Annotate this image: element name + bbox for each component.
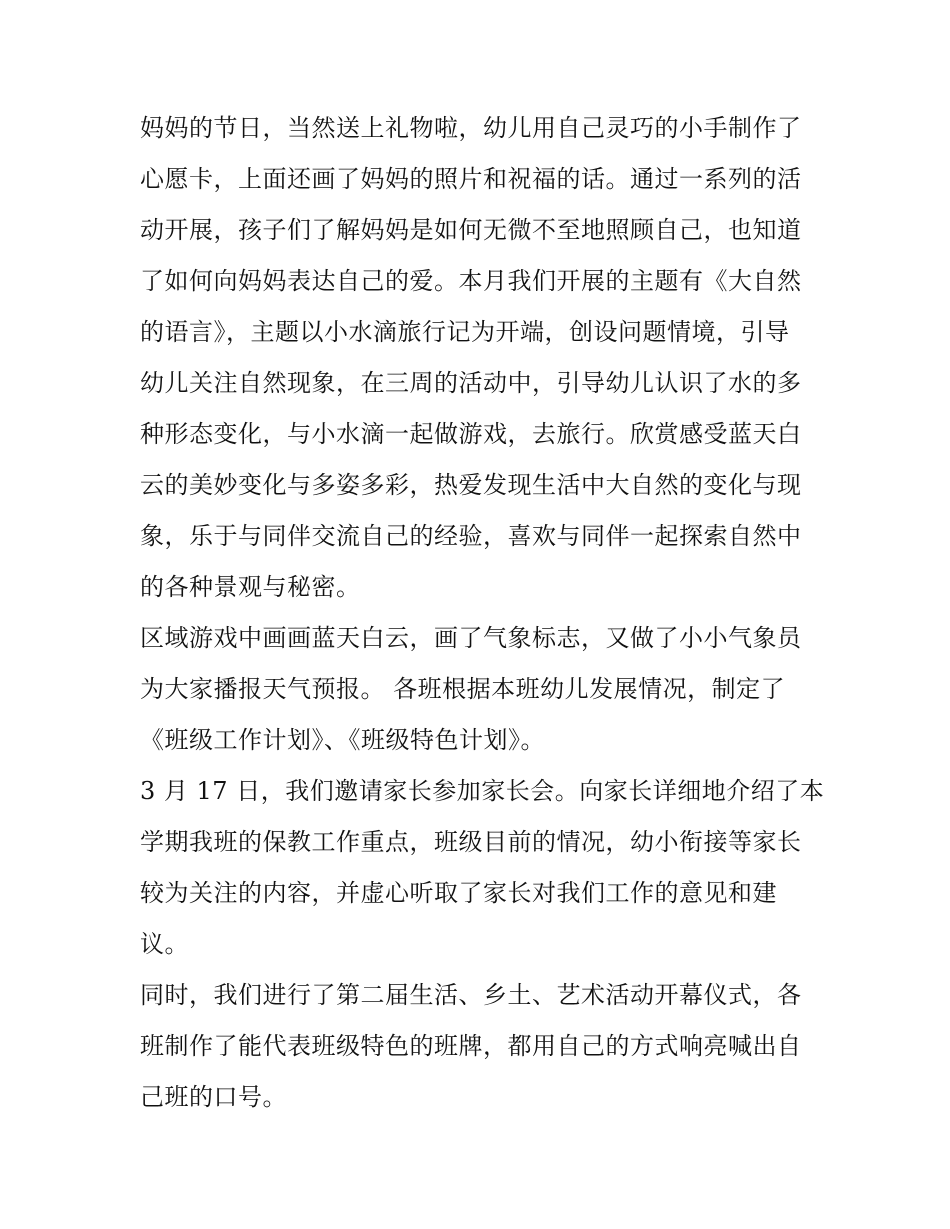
text-line: 班制作了能代表班级特色的班牌，都用自己的方式响亮喊出自 bbox=[140, 1032, 802, 1060]
text-line: 较为关注的内容，并虚心听取了家长对我们工作的意见和建 bbox=[140, 879, 777, 907]
text-line: 幼儿关注自然现象，在三周的活动中，引导幼儿认识了水的多 bbox=[140, 369, 802, 397]
text-line: 的语言》，主题以小水滴旅行记为开端，创设问题情境，引导 bbox=[140, 318, 790, 346]
text-line: 妈妈的节日，当然送上礼物啦，幼儿用自己灵巧的小手制作了 bbox=[140, 114, 802, 142]
text-line: 种形态变化，与小水滴一起做游戏，去旅行。欣赏感受蓝天白 bbox=[140, 420, 802, 448]
text-line: 同时，我们进行了第二届生活、乡土、艺术活动开幕仪式，各 bbox=[140, 981, 802, 1009]
text-line: 为大家播报天气预报。 各班根据本班幼儿发展情况，制定了 bbox=[140, 675, 786, 703]
text-line: 的各种景观与秘密。 bbox=[140, 573, 361, 601]
text-line: 学期我班的保教工作重点，班级目前的情况，幼小衔接等家长 bbox=[140, 828, 802, 856]
text-line: 己班的口号。 bbox=[140, 1083, 287, 1111]
text-line: 区域游戏中画画蓝天白云，画了气象标志，又做了小小气象员 bbox=[140, 624, 802, 652]
text-line: 《班级工作计划》、《班级特色计划》。 bbox=[140, 726, 545, 754]
text-line: 象，乐于与同伴交流自己的经验，喜欢与同伴一起探索自然中 bbox=[140, 522, 802, 550]
text-line: 动开展，孩子们了解妈妈是如何无微不至地照顾自己，也知道 bbox=[140, 216, 802, 244]
text-line: 议。 bbox=[140, 930, 189, 958]
text-line: 3 月 17 日，我们邀请家长参加家长会。向家长详细地介绍了本 bbox=[140, 777, 825, 805]
text-line: 云的美妙变化与多姿多彩，热爱发现生活中大自然的变化与现 bbox=[140, 471, 802, 499]
text-line: 心愿卡，上面还画了妈妈的照片和祝福的话。通过一系列的活 bbox=[140, 165, 802, 193]
text-line: 了如何向妈妈表达自己的爱。本月我们开展的主题有《大自然 bbox=[140, 267, 802, 295]
